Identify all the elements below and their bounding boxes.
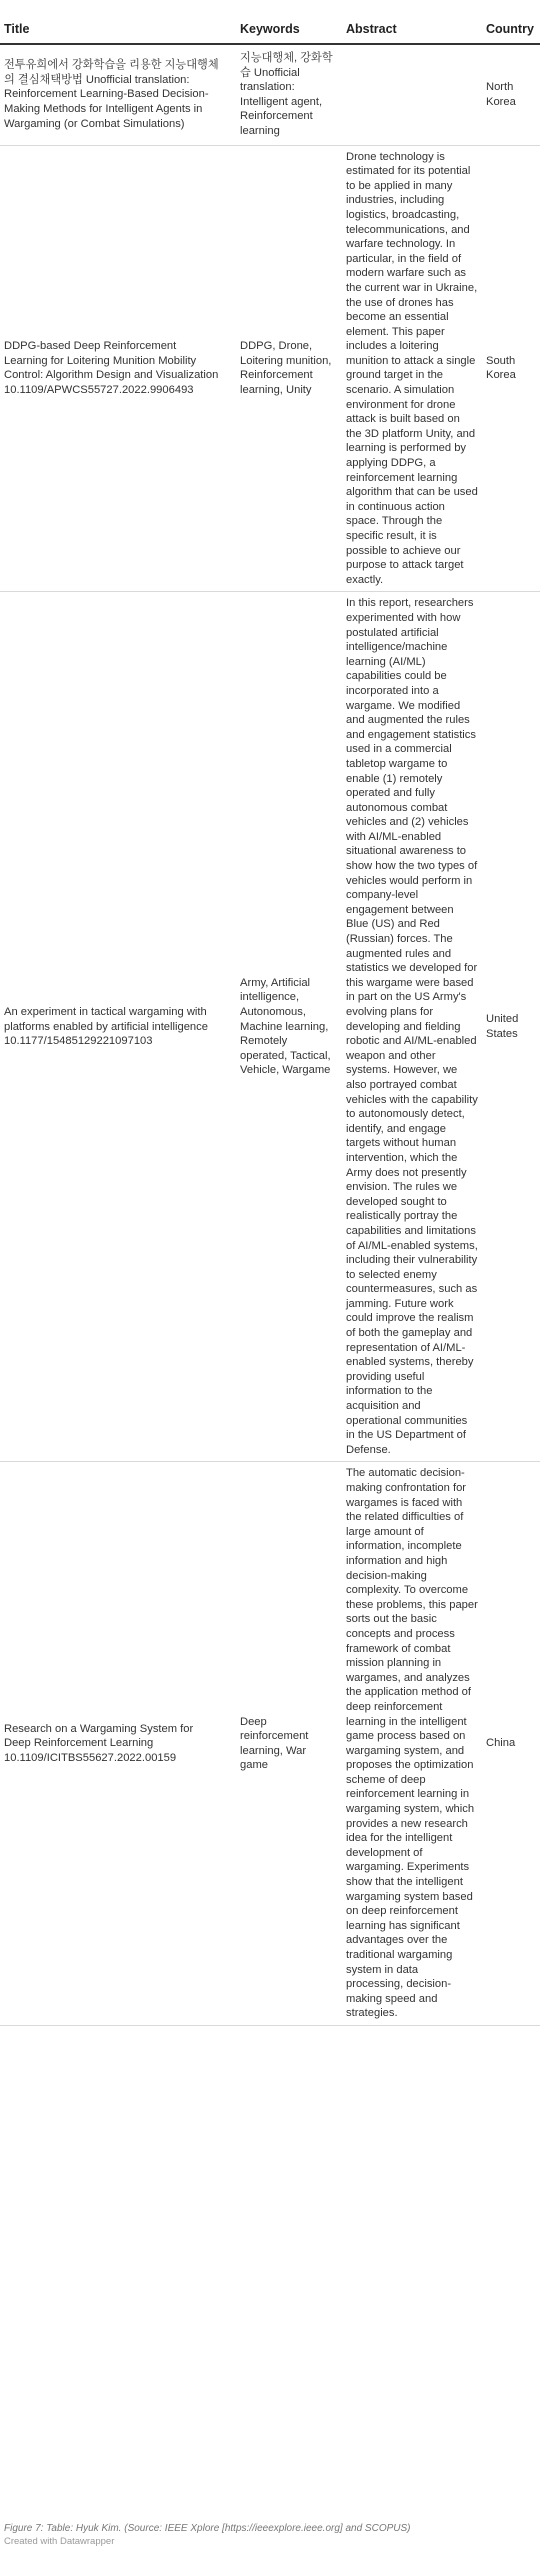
cell-abstract: Drone technology is estimated for its potential to be applied in many industries, including logistics, broadcasting, telecommunications, and warfare technology. In particular, in the field of modern warfare such as the current war in Ukraine, the use of drones has become an essential element. This paper includes a loitering munition to attack a single ground target in the scenario. A simulation environment for drone attack is built based on the 3D platform Unity, and learning is performed by applying DDPG, a reinforcement learning algorithm that can be used in continuous action space. Through the specific result, it is possible to achieve our purpose to attack target exactly. — [342, 145, 482, 592]
cell-country: South Korea — [482, 145, 540, 592]
table-footer — [4, 2522, 524, 2548]
cell-title: Research on a Wargaming System for Deep Reinforcement Learning 10.1109/ICITBS55627.2022.00159 — [0, 1462, 236, 2026]
cell-country: United States — [482, 592, 540, 1462]
column-header-abstract[interactable]: Abstract — [342, 0, 482, 44]
cell-keywords: Army, Artificial intelligence, Autonomous, Machine learning, Remotely operated, Tactical, Vehicle, Wargame — [236, 592, 342, 1462]
cell-keywords: 지능대행체, 강화학습 Unofficial translation: Intelligent agent, Reinforcement learning — [236, 44, 342, 145]
cell-country: China — [482, 1462, 540, 2026]
column-header-country[interactable]: Country — [482, 0, 540, 44]
table-row — [0, 1462, 540, 2026]
table-row — [0, 592, 540, 1462]
table-row — [0, 44, 540, 145]
cell-title: An experiment in tactical wargaming with platforms enabled by artificial intelligence 10.1177/15485129221097103 — [0, 592, 236, 1462]
datawrapper-credit[interactable]: Created with Datawrapper — [4, 2536, 115, 2547]
table-row — [0, 145, 540, 592]
table-body — [0, 44, 540, 2025]
header-row — [0, 0, 540, 44]
cell-keywords: Deep reinforcement learning, War game — [236, 1462, 342, 2026]
cell-abstract: The automatic decision-making confrontation for wargames is faced with the related difficulties of large amount of information, incomplete information and high decision-making complexity. To overcome these problems, this paper sorts out the basic concepts and process framework of combat mission planning in wargames, and analyzes the application method of deep reinforcement learning in the intelligent game process based on wargaming system, and proposes the optimization scheme of deep reinforcement learning in wargaming system, which provides a new research idea for the intelligent development of wargaming. Experiments show that the intelligent wargaming system based on deep reinforcement learning has significant advantages over the traditional wargaming system in data processing, decision-making speed and strategies. — [342, 1462, 482, 2026]
cell-keywords: DDPG, Drone, Loitering munition, Reinforcement learning, Unity — [236, 145, 342, 592]
cell-abstract — [342, 44, 482, 145]
column-header-title[interactable]: Title — [0, 0, 236, 44]
cell-title: DDPG-based Deep Reinforcement Learning for Loitering Munition Mobility Control: Algorithm Design and Visualization 10.1109/APWCS55727.2022.9906493 — [0, 145, 236, 592]
table-header — [0, 0, 540, 44]
cell-abstract: In this report, researchers experimented with how postulated artificial intelligence/machine learning (AI/ML) capabilities could be incorporated into a wargame. We modified and augmented the rules and engagement statistics used in a commercial tabletop wargame to enable (1) remotely operated and fully autonomous combat vehicles and (2) vehicles with AI/ML-enabled situational awareness to show how the two types of vehicles would perform in company-level engagement between Blue (US) and Red (Russian) forces. The augmented rules and statistics we developed for this wargame were based in part on the US Army's evolving plans for developing and fielding robotic and AI/ML-enabled weapon and other systems. However, we also portrayed combat vehicles with the capability to autonomously detect, identify, and engage targets without human intervention, which the Army does not presently envision. The rules we developed sought to realistically portray the capabilities and limitations of AI/ML-enabled systems, including their vulnerability to selected enemy countermeasures, such as jamming. Future work could improve the realism of both the gameplay and representation of AI/ML-enabled systems, thereby providing useful information to the acquisition and operational communities in the US Department of Defense. — [342, 592, 482, 1462]
source-note: Figure 7: Table: Hyuk Kim. (Source: IEEE Xplore [https://ieeexplore.ieee.org] and SCOPUS) — [4, 2523, 411, 2534]
cell-country: North Korea — [482, 44, 540, 145]
column-header-keywords[interactable]: Keywords — [236, 0, 342, 44]
cell-title: 전투유희에서 강화학습을 리용한 지능대행체의 결심채택방법 Unofficial translation: Reinforcement Learning-Based Decision-Making Methods for Intelligent Agents in Wargaming (or Combat Simulations) — [0, 44, 236, 145]
